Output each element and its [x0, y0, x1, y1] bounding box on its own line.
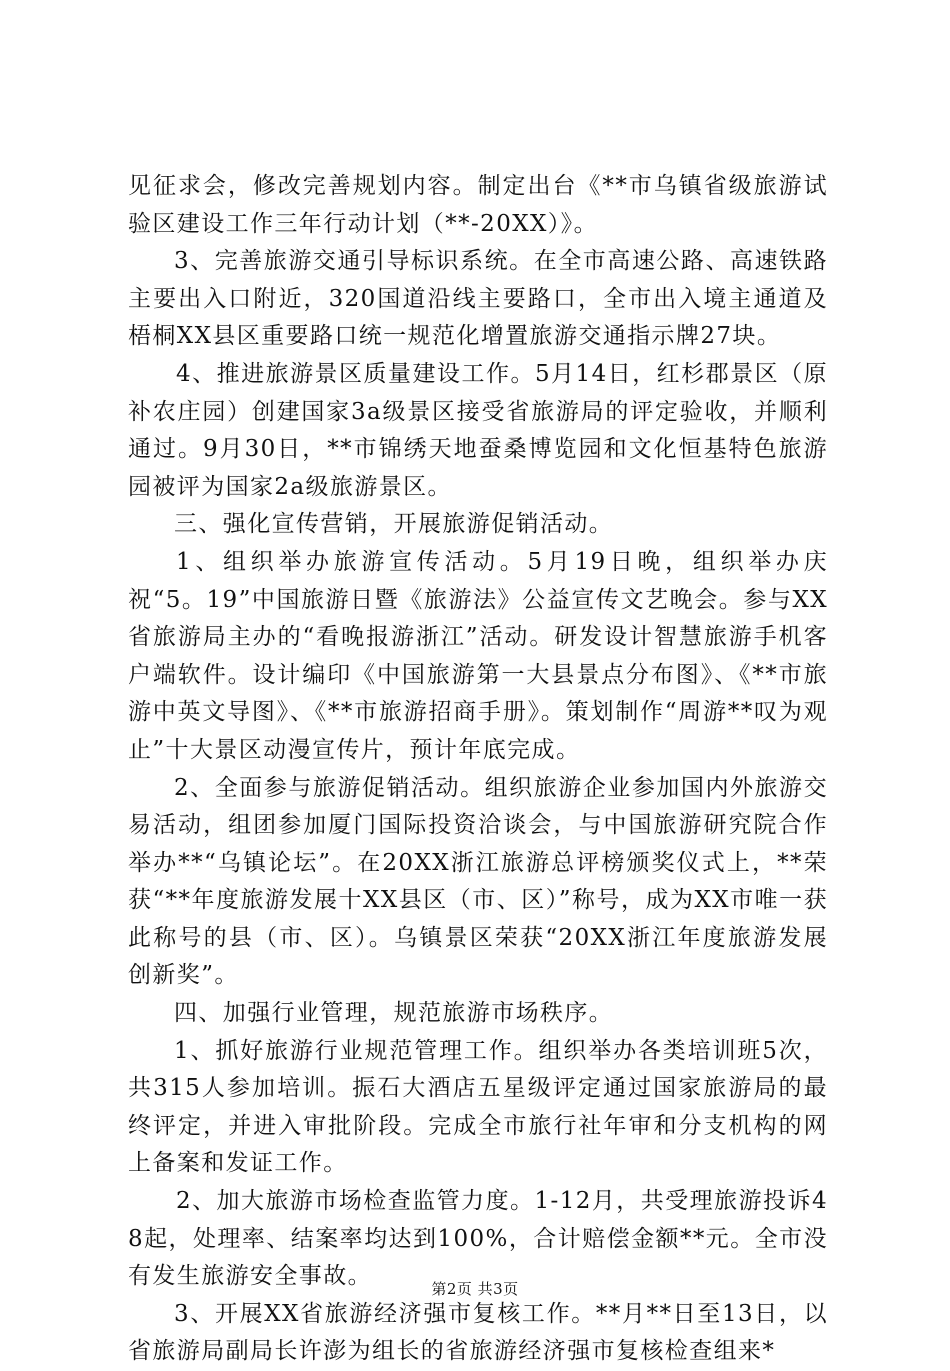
- paragraph-item-4-scenic-quality: 4、推进旅游景区质量建设工作。5月14日，红杉郡景区（原补农庄园）创建国家3a级景区接受省旅游局的评定验收，并顺利通过。9月30日，**市锦绣天地蚕桑博览园和文化恒基特色旅游园被评为国家2a级旅游景区。: [128, 360, 828, 500]
- paragraph-item-3-review: 3、开展XX省旅游经济强市复核工作。**月**日至13日，以省旅游局副局长许澎为组长的省旅游经济强市复核检查组来*: [128, 1300, 828, 1365]
- paragraph-item-1-management: 1、抓好旅游行业规范管理工作。组织举办各类培训班5次，共315人参加培训。振石大酒店五星级评定通过国家旅游局的最终评定，并进入审批阶段。完成全市旅行社年审和分支机构的网上备案和发证工作。: [128, 1037, 828, 1177]
- document-body: [128, 168, 828, 1371]
- paragraph-item-2-marketing: 2、全面参与旅游促销活动。组织旅游企业参加国内外旅游交易活动，组团参加厦门国际投资洽谈会，与中国旅游研究院合作举办**“乌镇论坛”。在20XX浙江旅游总评榜颁奖仪式上，**荣获“**年度旅游发展十XX县区（市、区）”称号，成为XX市唯一获此称号的县（市、区）。乌镇景区荣获“20XX浙江年度旅游发展创新奖”。: [128, 774, 828, 989]
- section-heading-4: 四、加强行业管理，规范旅游市场秩序。: [174, 1000, 614, 1027]
- paragraph-continuation: 见征求会，修改完善规划内容。制定出台《**市乌镇省级旅游试验区建设工作三年行动计划（**-20XX）》。: [128, 173, 828, 237]
- paragraph-item-3-traffic-signs: 3、完善旅游交通引导标识系统。在全市高速公路、高速铁路主要出入口附近，320国道沿线主要路口，全市出入境主通道及梧桐XX县区重要路口统一规范化增置旅游交通指示牌27块。: [128, 248, 828, 350]
- page-number-footer: 第2页 共3页: [431, 1280, 519, 1298]
- paragraph-item-1-promotion: 1、组织举办旅游宣传活动。5月19日晚，组织举办庆祝“5。19”中国旅游日暨《旅游法》公益宣传文艺晚会。参与XX省旅游局主办的“看晚报游浙江”活动。研发设计智慧旅游手机客户端软件。设计编印《中国旅游第一大县景点分布图》、《**市旅游中英文导图》、《**市旅游招商手册》。策划制作“周游**叹为观止”十大景区动漫宣传片，预计年底完成。: [128, 548, 828, 763]
- section-heading-3: 三、强化宣传营销，开展旅游促销活动。: [174, 511, 614, 538]
- paragraph-item-2-supervision: 2、加大旅游市场检查监管力度。1-12月，共受理旅游投诉48起，处理率、结案率均达到100%，合计赔偿金额**元。全市没有发生旅游安全事故。: [128, 1188, 828, 1290]
